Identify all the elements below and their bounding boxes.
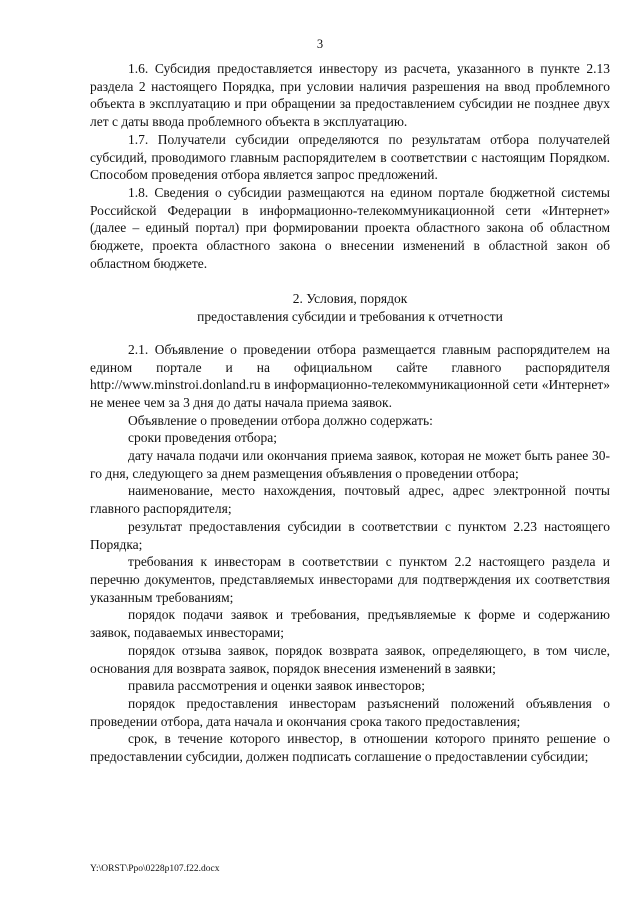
- list-item: порядок предоставления инвесторам разъяснений положений объявления о проведении отбора, дата начала и окончания срока такого предоставления;: [90, 695, 610, 729]
- list-item: правила рассмотрения и оценки заявок инвесторов;: [128, 678, 425, 694]
- list-item: наименование, место нахождения, почтовый адрес, адрес электронной почты главного распорядителя;: [90, 483, 610, 517]
- document-body: [90, 60, 610, 766]
- list-item: порядок подачи заявок и требования, предъявляемые к форме и содержанию заявок, подаваемых инвесторами;: [90, 607, 610, 641]
- announcement-intro: Объявление о проведении отбора должно содержать:: [128, 412, 433, 428]
- list-item: требования к инвесторам в соответствии с пунктом 2.2 настоящего раздела и перечню документов, представляемых инвесторами для подтверждения их соответствия указанным требованиям;: [90, 554, 610, 605]
- paragraph-1-8: 1.8. Сведения о субсидии размещаются на едином портале бюджетной системы Российской Федерации в информационно-телекоммуникационной сети «Интернет» (далее – единый портал) при формировании проекта областного закона об областном бюджете, проекта областного закона о внесении изменений в областной закон об областном бюджете.: [90, 184, 610, 271]
- section-2-heading: [90, 290, 610, 325]
- list-item: срок, в течение которого инвестор, в отношении которого принято решение о предоставлении субсидии, должен подписать соглашение о предоставлении субсидии;: [90, 731, 610, 765]
- paragraph-1-6: 1.6. Субсидия предоставляется инвестору из расчета, указанного в пункте 2.13 раздела 2 настоящего Порядка, при условии наличия разрешения на ввод проблемного объекта в эксплуатацию и при обращении за предоставлением субсидии не позднее двух лет с даты ввода проблемного объекта в эксплуатацию.: [90, 61, 610, 130]
- list-item: результат предоставления субсидии в соответствии с пунктом 2.23 настоящего Порядка;: [90, 518, 610, 552]
- list-item: сроки проведения отбора;: [128, 430, 277, 446]
- list-item: дату начала подачи или окончания приема заявок, которая не может быть ранее 30-го дня, следующего за днем размещения объявления о проведении отбора;: [90, 448, 610, 481]
- section-title-line-1: 2. Условия, порядок: [292, 291, 408, 307]
- page-number: 3: [316, 37, 324, 51]
- paragraph-1-7: 1.7. Получатели субсидии определяются по результатам отбора получателей субсидий, проводимого главным распорядителем в соответствии с настоящим Порядком. Способом проведения отбора является запрос предложений.: [90, 131, 610, 183]
- list-item: порядок отзыва заявок, порядок возврата заявок, определяющего, в том числе, основания для возврата заявок, порядок внесения изменений в заявки;: [90, 642, 610, 676]
- paragraph-2-1: 2.1. Объявление о проведении отбора размещается главным распорядителем на едином портале и на официальном сайте главного распорядителя http://www.minstroi.donland.ru в информационно-телекоммуникационной сети «Интернет» не менее чем за 3 дня до даты начала приема заявок.: [90, 341, 610, 410]
- file-path-footer: Y:\ORST\Ppo\0228p107.f22.docx: [90, 864, 220, 874]
- section-title-line-2: предоставления субсидии и требования к отчетности: [197, 309, 503, 325]
